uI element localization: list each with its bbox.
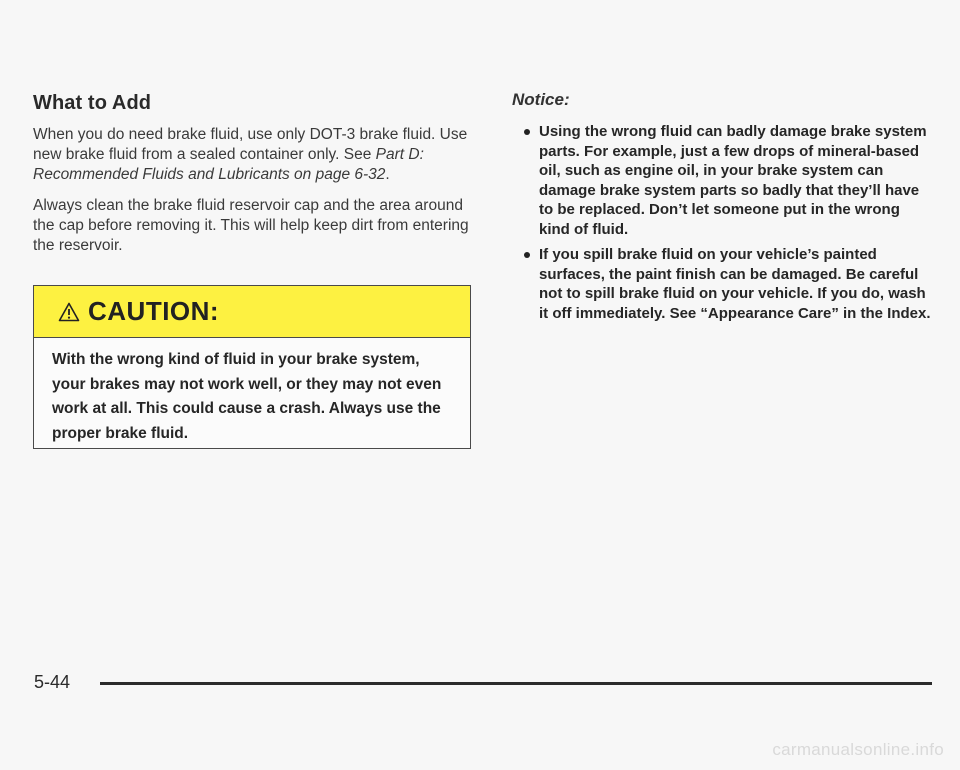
notice-list bbox=[512, 122, 932, 323]
footer-rule bbox=[100, 682, 932, 685]
left-column bbox=[33, 92, 473, 267]
bullet-icon bbox=[524, 252, 530, 258]
notice-item-text: Using the wrong fluid can badly damage brake system parts. For example, just a few drops of mineral-based oil, such as engine oil, in your brake system can damage brake system parts so badly that they’ll have to be replaced. Don’t let someone put in the wrong kind of fluid. bbox=[539, 123, 927, 238]
notice-item bbox=[512, 122, 932, 239]
paragraph-brake-fluid-type bbox=[33, 125, 473, 185]
right-column bbox=[512, 90, 932, 329]
caution-header bbox=[34, 286, 470, 338]
paragraph-clean-cap: Always clean the brake fluid reservoir cap and the area around the cap before removing it. This will help keep dirt from entering the reservoir. bbox=[33, 197, 469, 254]
bullet-icon bbox=[524, 129, 530, 135]
notice-item bbox=[512, 245, 932, 323]
paragraph1-end: . bbox=[385, 166, 390, 183]
cross-reference-link: Part D: Recommended Fluids and Lubricants on page 6-32 bbox=[33, 146, 424, 183]
notice-label: Notice: bbox=[512, 90, 570, 109]
warning-triangle-icon bbox=[58, 302, 80, 322]
notice-item-text: If you spill brake fluid on your vehicle’s painted surfaces, the paint finish can be damaged. Be careful not to spill brake fluid on your vehicle. If you do, wash it off immediately. See “Appearance Care” in the Index. bbox=[539, 246, 931, 322]
caution-body: With the wrong kind of fluid in your brake system, your brakes may not work well, or they may not even work at all. This could cause a crash. Always use the proper brake fluid. bbox=[52, 351, 442, 442]
paragraph1-text: When you do need brake fluid, use only DOT-3 brake fluid. Use new brake fluid from a sealed container only. See bbox=[33, 126, 468, 163]
site-watermark: carmanualsonline.info bbox=[772, 740, 944, 759]
caution-title: CAUTION: bbox=[88, 296, 220, 326]
page-number: 5-44 bbox=[34, 672, 71, 692]
section-title: What to Add bbox=[33, 92, 152, 114]
caution-box bbox=[33, 285, 471, 449]
